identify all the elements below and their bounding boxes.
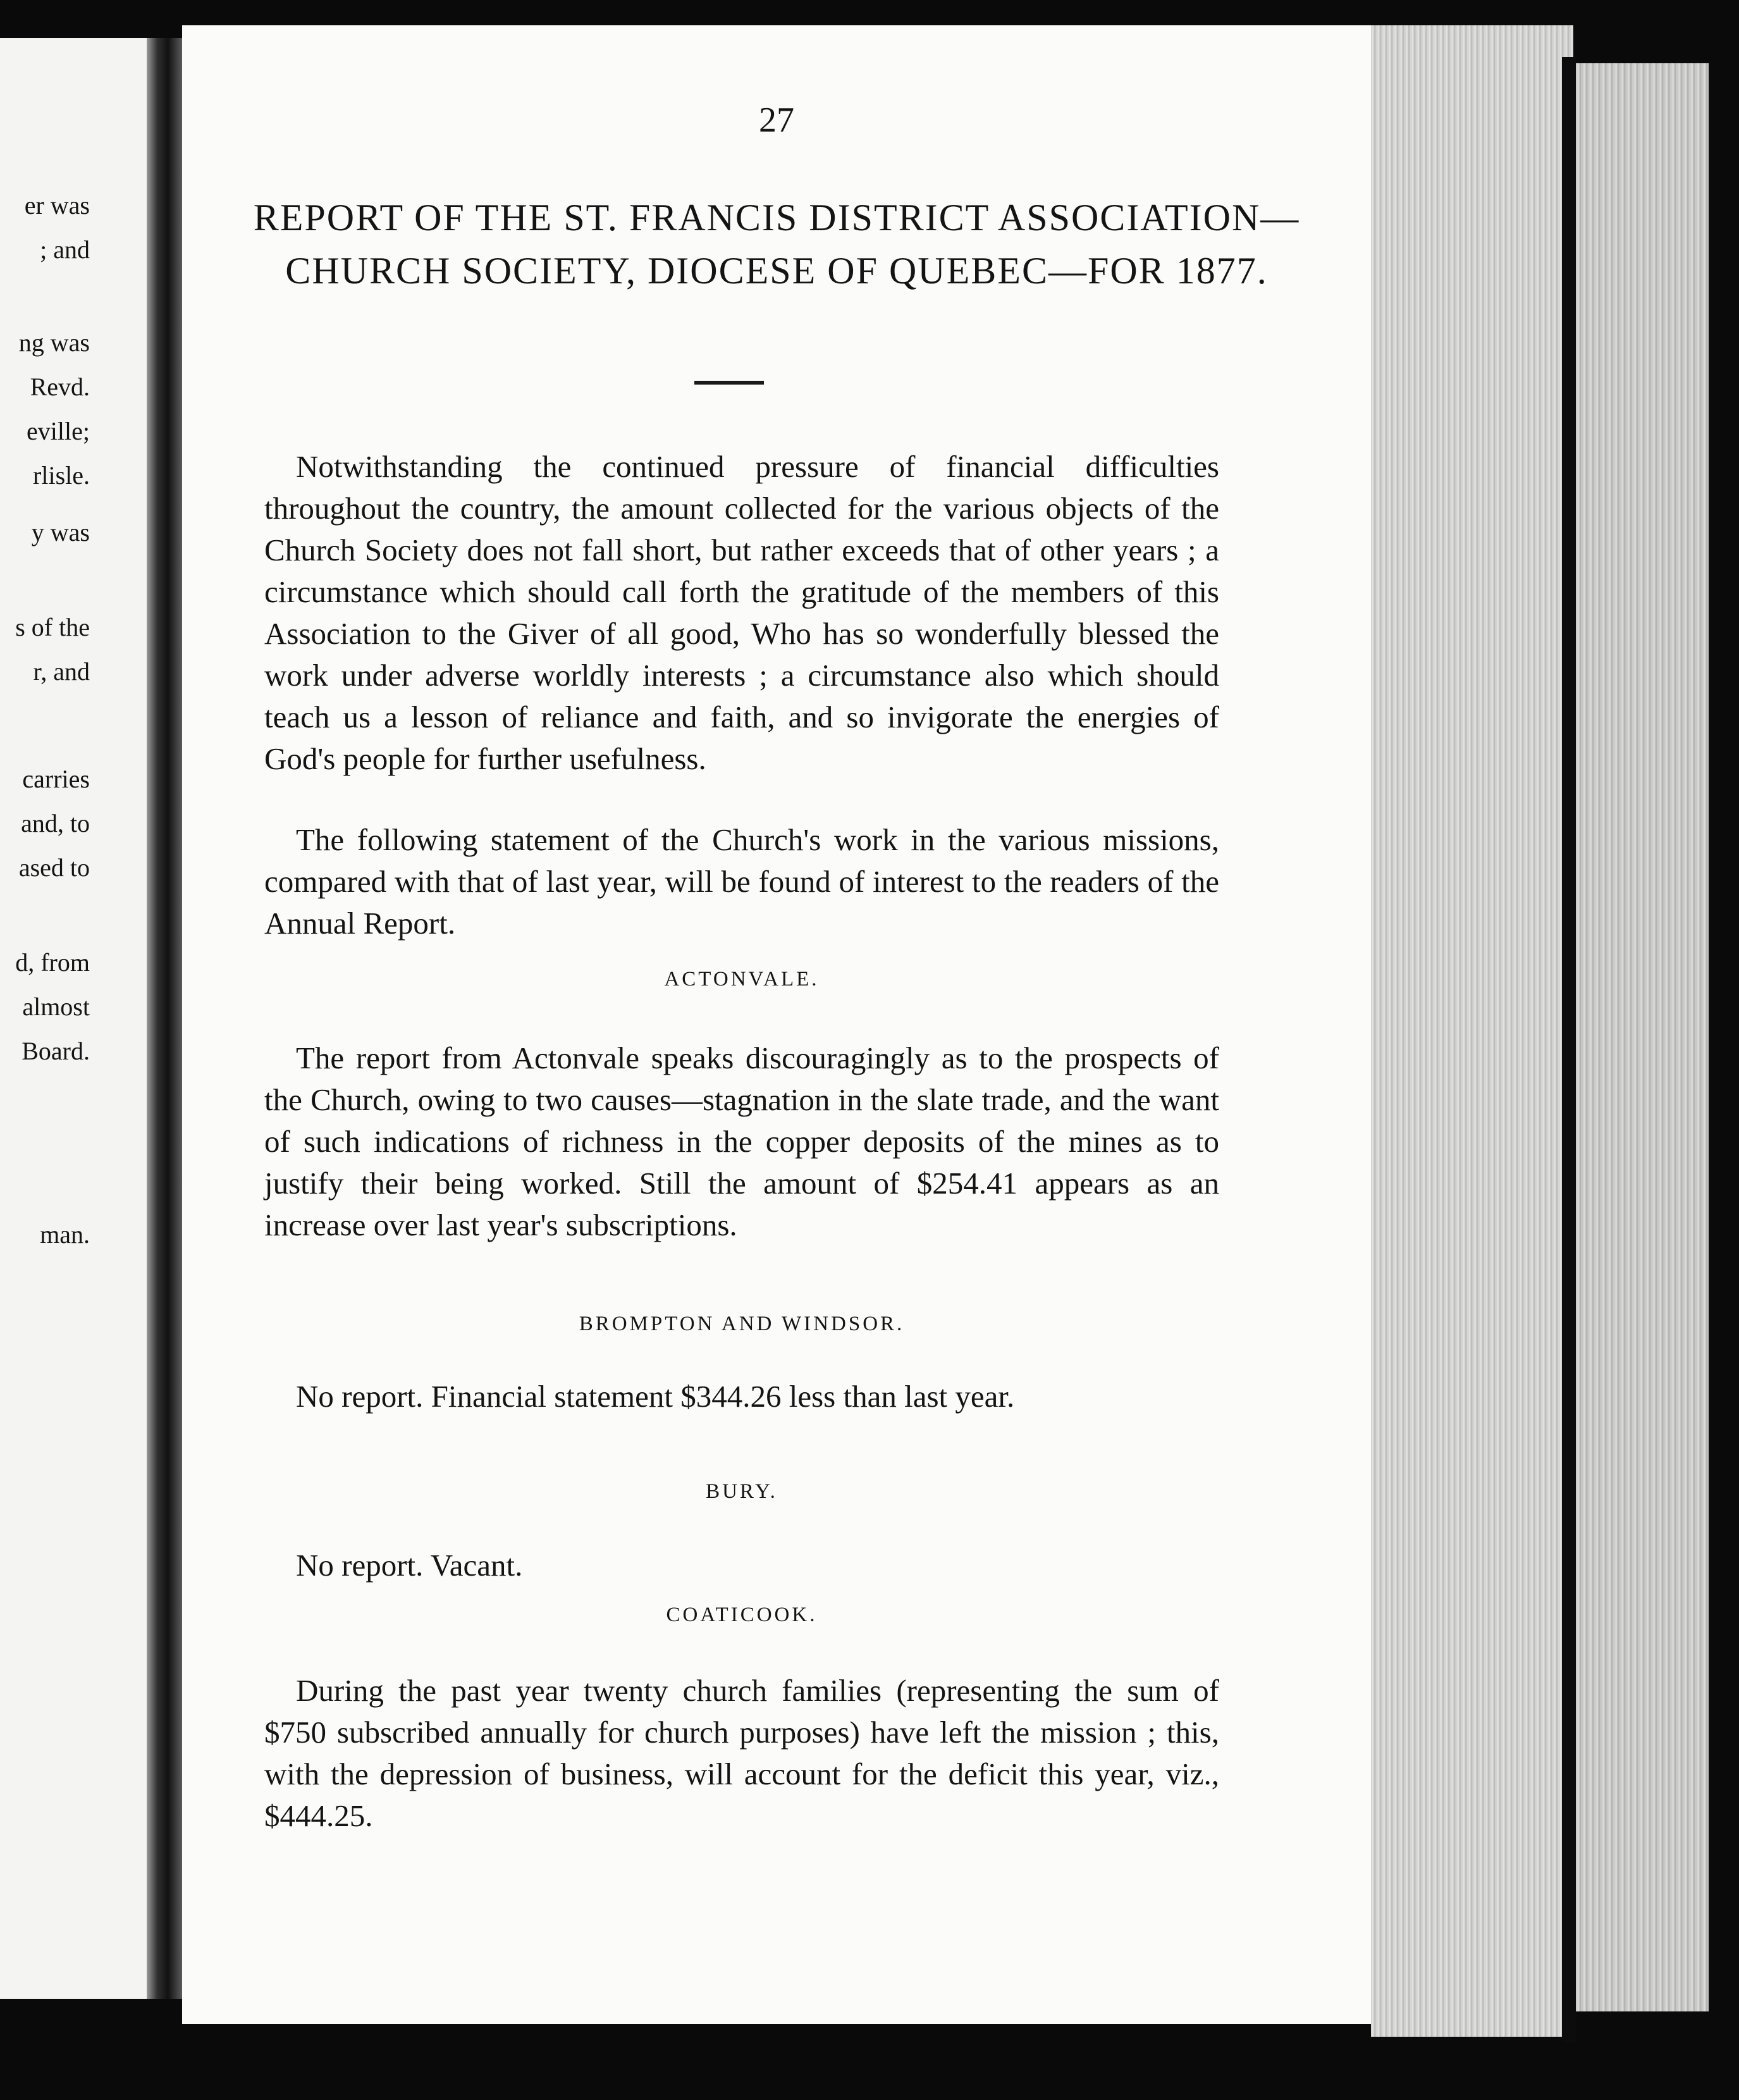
left-page-line: and, to xyxy=(21,809,90,837)
left-page-line: ng was xyxy=(18,328,90,357)
left-page-line: ased to xyxy=(18,853,90,882)
left-page-line: er was xyxy=(24,191,90,219)
section-text-bury: No report. Vacant. xyxy=(296,1548,523,1583)
section-heading-bury: BURY. xyxy=(706,1480,778,1503)
section-heading-coaticook: COATICOOK. xyxy=(666,1603,818,1626)
page-edges-outer xyxy=(1576,63,1709,2011)
page-edge-divider xyxy=(1562,57,1576,2043)
report-title: REPORT OF THE ST. FRANCIS DISTRICT ASSOCIATION—CHURCH SOCIETY, DIOCESE OF QUEBEC—FOR 1877. xyxy=(253,197,1300,292)
section-heading-actonvale: ACTONVALE. xyxy=(664,968,820,991)
left-page-line: s of the xyxy=(15,613,90,641)
intro-paragraph-2: The following statement of the Church's work in the various missions, compared with that of last year, will be found of interest to the readers of the Annual Report. xyxy=(264,822,1219,941)
intro-paragraph-1: Notwithstanding the continued pressure of financial difficulties throughout the country, the amount collected for the various objects of the Church Society does not fall short, but rather exceeds that of other years ; a circumstance which should call forth the gratitude of the members of this Association to the Giver of all good, Who has so wonderfully blessed the work under adverse worldly interests ; a circumstance also which should teach us a lesson of reliance and faith, and so invigorate the energies of God's people for further usefulness. xyxy=(264,449,1219,776)
left-page-line: man. xyxy=(40,1220,90,1249)
page-edges xyxy=(1371,25,1573,2037)
left-page-line: Board. xyxy=(22,1037,90,1065)
left-page-line: almost xyxy=(22,992,90,1021)
title-rule xyxy=(694,381,764,385)
section-text-brompton-windsor: No report. Financial statement $344.26 less than last year. xyxy=(296,1379,1015,1414)
left-page-line: y was xyxy=(31,518,90,547)
left-page-line: rlisle. xyxy=(33,461,90,490)
left-page-line: d, from xyxy=(15,948,90,977)
section-text-coaticook: During the past year twenty church families (representing the sum of $750 subscribed annually for church purposes) have left the mission ; this, with the depression of business, will account for the deficit this year, viz., $444.25. xyxy=(264,1673,1219,1833)
left-page-line: r, and xyxy=(33,657,90,686)
main-page xyxy=(182,25,1371,2024)
section-heading-brompton-windsor: BROMPTON AND WINDSOR. xyxy=(579,1312,905,1335)
left-page-fragment xyxy=(0,38,147,1999)
left-page-line: eville; xyxy=(27,417,90,445)
page-number: 27 xyxy=(759,101,794,140)
book-gutter xyxy=(147,38,182,1999)
section-text-actonvale: The report from Actonvale speaks discouragingly as to the prospects of the Church, owing to two causes—stagnation in the slate trade, and the want of such indications of richness in the copper deposits of the mines as to justify their being worked. Still the amount of $254.41 appears as an increase over last year's subscriptions. xyxy=(264,1041,1219,1242)
left-page-line: ; and xyxy=(40,235,90,264)
left-page-line: Revd. xyxy=(30,373,90,401)
left-page-line: carries xyxy=(22,765,90,793)
